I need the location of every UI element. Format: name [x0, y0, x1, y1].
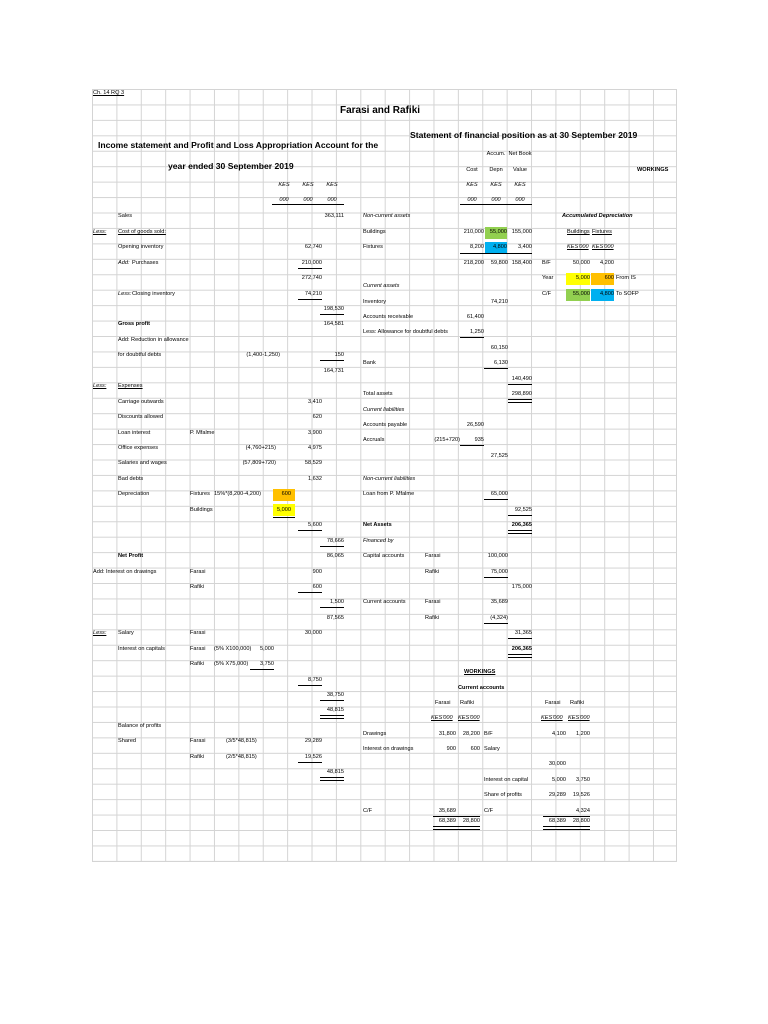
rule: [484, 368, 508, 369]
loan-label[interactable]: Loan from P. Mfalme: [363, 491, 415, 497]
interest-drawings-rafiki-value[interactable]: 600: [312, 584, 322, 590]
nca-label[interactable]: Non-current assets: [363, 213, 411, 219]
reduction-label-2[interactable]: for doubtful debts: [118, 352, 162, 358]
share-farasi-calc[interactable]: (3/5*48,815): [226, 738, 257, 744]
w-bf-label[interactable]: B/F: [542, 260, 551, 266]
cl-total-value[interactable]: 27,525: [490, 453, 508, 459]
purchases-label[interactable]: Purchases: [132, 260, 159, 266]
sofp-fixtures-label[interactable]: Fixtures: [363, 244, 383, 250]
w-fixtures-label[interactable]: Fixtures: [592, 229, 612, 235]
wb-total-rafiki[interactable]: 28,800: [462, 818, 480, 824]
financed-total-value[interactable]: 206,365: [511, 646, 532, 652]
add-interest-label[interactable]: Add:: [93, 569, 105, 575]
balance-profit-value[interactable]: 48,815: [326, 707, 344, 713]
k000-col3[interactable]: 000: [327, 197, 337, 203]
after-reduction-value[interactable]: 164,731: [323, 368, 344, 374]
wb-int-drawings-rafiki[interactable]: 600: [470, 746, 480, 752]
less-closing-label[interactable]: Less:: [118, 291, 132, 297]
salary-farasi[interactable]: Farasi: [190, 630, 206, 636]
kes-col1[interactable]: KES: [278, 182, 290, 188]
share-total-value[interactable]: 48,815: [326, 769, 344, 775]
workings-title[interactable]: WORKINGS: [637, 167, 669, 173]
wb-salary-label[interactable]: Salary: [484, 746, 500, 752]
sales-label[interactable]: Sales: [118, 213, 132, 219]
interest-drawings-farasi[interactable]: Farasi: [190, 569, 206, 575]
shared-label[interactable]: Shared: [118, 738, 137, 744]
bank-value[interactable]: 6,130: [494, 360, 508, 366]
rule: [460, 337, 484, 338]
closing-inventory-label[interactable]: Closing inventory: [132, 291, 175, 297]
wb-farasi-r[interactable]: Farasi: [545, 700, 561, 706]
rule: [508, 515, 532, 516]
rule: [460, 204, 532, 205]
rule: [508, 530, 532, 534]
rule: [508, 638, 532, 639]
net-assets-label[interactable]: Net Assets: [363, 522, 392, 528]
liabilities-total-value[interactable]: 92,525: [514, 507, 532, 513]
income-title-2[interactable]: year ended 30 September 2019: [168, 161, 294, 171]
opening-inventory-label[interactable]: Opening inventory: [118, 244, 164, 250]
loan-interest-label[interactable]: Loan interest: [118, 430, 151, 436]
wb-drawings-rafiki[interactable]: 28,200: [462, 731, 480, 737]
ap-value[interactable]: 26,590: [466, 422, 484, 428]
rule: [320, 607, 344, 608]
buildings-cost[interactable]: 210,000: [463, 229, 484, 235]
kes-col2[interactable]: KES: [302, 182, 314, 188]
expenses-total-value[interactable]: 78,666: [326, 538, 344, 544]
wb-int-capital-label[interactable]: Interest on capital: [484, 777, 529, 783]
allowance-label[interactable]: Less: Allowance for doubtful debts: [363, 329, 448, 335]
wb-bf-label[interactable]: B/F: [484, 731, 493, 737]
workings-bottom-title[interactable]: WORKINGS: [464, 669, 496, 675]
fixtures-cost[interactable]: 8,200: [470, 244, 484, 250]
w-cf-label[interactable]: C/F: [542, 291, 552, 297]
rule: [460, 445, 484, 446]
wb-total-rafiki-2[interactable]: 28,800: [572, 818, 590, 824]
reduction-value[interactable]: 150: [334, 352, 344, 358]
wb-total-farasi-2[interactable]: 68,389: [548, 818, 566, 824]
wb-rafiki-l[interactable]: Rafiki: [460, 700, 474, 706]
depreciation-label[interactable]: Depreciation: [118, 491, 150, 497]
rule: [433, 816, 480, 817]
rule: [433, 826, 480, 830]
rule: [298, 268, 322, 269]
rule: [320, 700, 344, 701]
wb-cf2-label[interactable]: C/F: [484, 808, 494, 814]
rule: [460, 253, 532, 254]
wb-kes-3[interactable]: KES'000: [541, 715, 563, 721]
rule: [543, 816, 590, 817]
interest-drawings-total[interactable]: 1,500: [330, 599, 344, 605]
discounts-label[interactable]: Discounts allowed: [118, 414, 164, 420]
wb-cf-farasi[interactable]: 35,689: [438, 808, 456, 814]
wb-bf-farasi[interactable]: 4,100: [552, 731, 566, 737]
sheet-title[interactable]: Farasi and Rafiki: [340, 105, 421, 116]
interest-capital-farasi-value[interactable]: 5,000: [260, 646, 274, 652]
interest-capital-farasi[interactable]: Farasi: [190, 646, 206, 652]
wb-farasi-l[interactable]: Farasi: [435, 700, 451, 706]
add-label[interactable]: Add:: [118, 260, 130, 266]
capital-total-value[interactable]: 175,000: [511, 584, 532, 590]
ar-net-value[interactable]: 60,150: [490, 345, 508, 351]
wb-drawings-farasi[interactable]: 31,800: [438, 731, 456, 737]
nca-net-total[interactable]: 158,400: [511, 260, 532, 266]
financed-by-label[interactable]: Financed by: [363, 538, 394, 544]
wb-kes-4[interactable]: KES'000: [568, 715, 590, 721]
rule: [320, 360, 344, 361]
nca-depn-total[interactable]: 59,800: [490, 260, 508, 266]
rule: [484, 577, 508, 578]
depn-total-value[interactable]: 5,600: [308, 522, 322, 528]
wb-salary-farasi[interactable]: 30,000: [548, 761, 566, 767]
net-profit-label[interactable]: Net Profit: [118, 553, 144, 559]
rule: [320, 715, 344, 719]
loan-lender[interactable]: P. Mfalme: [190, 430, 215, 436]
bad-debts-value[interactable]: 1,632: [308, 476, 322, 482]
sales-value[interactable]: 363,111: [324, 213, 344, 219]
interest-drawings-farasi-value[interactable]: 900: [312, 569, 322, 575]
rule: [320, 777, 344, 781]
sofp-kes-1[interactable]: KES: [466, 182, 478, 188]
cost-header[interactable]: Cost: [466, 167, 478, 173]
depn-fixtures-calc[interactable]: 15%*(8,200-4,200): [214, 491, 261, 497]
rule: [484, 499, 508, 500]
share-farasi-value[interactable]: 29,289: [304, 738, 322, 744]
interest-drawings-label[interactable]: Interest on drawings: [106, 569, 157, 575]
subtotal-value[interactable]: 272,740: [301, 275, 322, 281]
ar-value[interactable]: 61,400: [466, 314, 484, 320]
cogs-value[interactable]: 198,530: [323, 306, 344, 312]
opening-inventory-value[interactable]: 62,740: [304, 244, 322, 250]
fixtures-net[interactable]: 3,400: [518, 244, 532, 250]
office-calc[interactable]: (4,760+215): [245, 445, 276, 451]
gross-profit-value[interactable]: 164,581: [323, 321, 344, 327]
interest-capital-rafiki-calc[interactable]: (5% X75,000): [214, 661, 249, 667]
accruals-calc[interactable]: (215+720): [434, 437, 460, 443]
wb-cf-label[interactable]: C/F: [363, 808, 373, 814]
w-cf-fixtures[interactable]: 4,800: [600, 291, 614, 297]
spreadsheet-grid: [92, 89, 677, 862]
share-rafiki-label[interactable]: Rafiki: [190, 754, 204, 760]
k000-col1[interactable]: 000: [279, 197, 289, 203]
inventory-label[interactable]: Inventory: [363, 299, 387, 305]
value-header[interactable]: Value: [513, 167, 527, 173]
wb-kes-1[interactable]: KES'000: [431, 715, 453, 721]
less-salary-label[interactable]: Less:: [93, 630, 107, 636]
current-accounts-title[interactable]: Current accounts: [458, 685, 505, 691]
current-accounts-label[interactable]: Current accounts: [363, 599, 406, 605]
sofp-kes-2[interactable]: KES: [490, 182, 502, 188]
loan-interest-value[interactable]: 3,900: [308, 430, 322, 436]
wb-share-rafiki[interactable]: 19,526: [572, 792, 590, 798]
depn-header[interactable]: Depn: [489, 167, 503, 173]
k000-col2[interactable]: 000: [303, 197, 313, 203]
cl-label[interactable]: Current liabilities: [363, 407, 405, 413]
w-year-label[interactable]: Year: [542, 275, 554, 281]
loan-value[interactable]: 65,000: [490, 491, 508, 497]
interest-capital-farasi-calc[interactable]: (5% X100,000): [214, 646, 252, 652]
capital-rafiki-value[interactable]: 75,000: [490, 569, 508, 575]
w-cf-buildings[interactable]: 55,000: [572, 291, 590, 297]
header-line: [272, 204, 344, 205]
salary-value[interactable]: 30,000: [304, 630, 322, 636]
accum-depn-title[interactable]: Accumulated Depreciation: [562, 213, 633, 219]
current-rafiki-label[interactable]: Rafiki: [425, 615, 439, 621]
gross-profit-label[interactable]: Gross profit: [118, 321, 151, 327]
share-rafiki-value[interactable]: 19,526: [304, 754, 322, 760]
after-interest-value[interactable]: 87,565: [326, 615, 344, 621]
sofp-buildings-label[interactable]: Buildings: [363, 229, 386, 235]
less-label[interactable]: Less:: [93, 229, 107, 235]
wb-drawings-label[interactable]: Drawings: [363, 731, 387, 737]
bank-label[interactable]: Bank: [363, 360, 376, 366]
w-bf-buildings[interactable]: 50,000: [572, 260, 590, 266]
bad-debts-label[interactable]: Bad debts: [118, 476, 144, 482]
rule: [508, 399, 532, 403]
purchases-value[interactable]: 210,000: [301, 260, 322, 266]
wb-int-drawings-farasi[interactable]: 900: [446, 746, 456, 752]
sofp-kes-3[interactable]: KES: [514, 182, 526, 188]
capital-accounts-label[interactable]: Capital accounts: [363, 553, 405, 559]
share-rafiki-calc[interactable]: (2/5*48,815): [226, 754, 257, 760]
current-farasi-value[interactable]: 35,689: [490, 599, 508, 605]
capital-farasi-value[interactable]: 100,000: [487, 553, 508, 559]
wb-rafiki-r[interactable]: Rafiki: [570, 700, 584, 706]
carriage-label[interactable]: Carriage outwards: [118, 399, 164, 405]
expenses-label[interactable]: Expenses: [118, 383, 143, 389]
w-to-sofp[interactable]: To SOFP: [616, 291, 639, 297]
w-from-is[interactable]: From IS: [616, 275, 636, 281]
discounts-value[interactable]: 620: [312, 414, 322, 420]
current-rafiki-value[interactable]: (4,324): [490, 615, 508, 621]
current-total-value[interactable]: 31,365: [514, 630, 532, 636]
interest-capital-rafiki-value[interactable]: 3,750: [260, 661, 274, 667]
ca-label[interactable]: Current assets: [363, 283, 400, 289]
interest-capital-label[interactable]: Interest on capitals: [118, 646, 165, 652]
income-title-1[interactable]: Income statement and Profit and Loss Appropriation Account for the: [98, 140, 379, 150]
capital-farasi-label[interactable]: Farasi: [425, 553, 441, 559]
wb-kes-2[interactable]: KES'000: [458, 715, 480, 721]
rule: [320, 546, 344, 547]
buildings-net[interactable]: 155,000: [511, 229, 532, 235]
wb-int-capital-farasi[interactable]: 5,000: [552, 777, 566, 783]
sofp-000-3[interactable]: 000: [515, 197, 525, 203]
wb-cf-rafiki-right[interactable]: 4,324: [576, 808, 590, 814]
sofp-000-1[interactable]: 000: [467, 197, 477, 203]
sofp-000-2[interactable]: 000: [491, 197, 501, 203]
rule: [484, 623, 508, 624]
wb-share-farasi[interactable]: 29,289: [548, 792, 566, 798]
ar-label[interactable]: Accounts receivable: [363, 314, 414, 320]
salaries-value[interactable]: 58,529: [304, 460, 322, 466]
ap-label[interactable]: Accounts payable: [363, 422, 408, 428]
fixtures-depn[interactable]: 4,800: [493, 244, 507, 250]
office-label[interactable]: Office expenses: [118, 445, 159, 451]
rule: [320, 314, 344, 315]
rule: [298, 299, 322, 300]
rule: [508, 384, 532, 385]
accruals-label[interactable]: Accruals: [363, 437, 385, 443]
w-year-buildings[interactable]: 5,000: [576, 275, 590, 281]
less-expenses-label[interactable]: Less:: [93, 383, 107, 389]
salaries-label[interactable]: Salaries and wages: [118, 460, 167, 466]
interest-capital-rafiki[interactable]: Rafiki: [190, 661, 204, 667]
reduction-calc[interactable]: (1,400-1,250): [246, 352, 280, 358]
allowance-value[interactable]: 1,250: [470, 329, 484, 335]
interest-capital-total[interactable]: 8,750: [308, 677, 322, 683]
depn-fixtures-value[interactable]: 600: [281, 491, 291, 497]
rule: [298, 592, 322, 593]
w-buildings-label[interactable]: Buildings: [567, 229, 590, 235]
accruals-value[interactable]: 935: [474, 437, 484, 443]
appropriation-total[interactable]: 38,750: [326, 692, 344, 698]
rule: [250, 669, 274, 670]
current-farasi-label[interactable]: Farasi: [425, 599, 441, 605]
wb-int-drawings-label[interactable]: Interest on drawings: [363, 746, 414, 752]
total-assets-value[interactable]: 298,890: [511, 391, 532, 397]
chapter-label[interactable]: Ch. 14 RQ 3: [93, 90, 125, 96]
interest-drawings-rafiki[interactable]: Rafiki: [190, 584, 204, 590]
inventory-value[interactable]: 74,210: [490, 299, 508, 305]
w-year-fixtures[interactable]: 600: [604, 275, 614, 281]
wb-share-label[interactable]: Share of profits: [484, 792, 522, 798]
ca-total-value[interactable]: 140,490: [511, 376, 532, 382]
accum-header[interactable]: Accum.: [486, 151, 506, 157]
net-profit-value[interactable]: 86,065: [326, 553, 344, 559]
cogs-label[interactable]: Cost of goods sold:: [118, 229, 166, 235]
w-kes-2[interactable]: KES'000: [592, 244, 614, 250]
wb-int-capital-rafiki[interactable]: 3,750: [576, 777, 590, 783]
depn-fixtures-label[interactable]: Fixtures: [190, 491, 210, 497]
carriage-value[interactable]: 3,410: [308, 399, 322, 405]
total-assets-label[interactable]: Total assets: [363, 391, 393, 397]
w-bf-fixtures[interactable]: 4,200: [600, 260, 614, 266]
w-kes-1[interactable]: KES'000: [567, 244, 589, 250]
net-assets-value[interactable]: 206,365: [511, 522, 532, 528]
rule: [543, 826, 590, 830]
reduction-label-1[interactable]: Add: Reduction in allowance: [118, 337, 189, 343]
closing-inventory-value[interactable]: 74,210: [304, 291, 322, 297]
wb-bf-rafiki[interactable]: 1,200: [576, 731, 590, 737]
depn-buildings-value[interactable]: 5,000: [277, 507, 291, 513]
kes-col3[interactable]: KES: [326, 182, 338, 188]
capital-rafiki-label[interactable]: Rafiki: [425, 569, 439, 575]
rule: [273, 517, 295, 518]
nca-cost-total[interactable]: 218,200: [463, 260, 484, 266]
wb-total-farasi[interactable]: 68,389: [438, 818, 456, 824]
rule: [298, 530, 322, 531]
depn-buildings-label[interactable]: Buildings: [190, 507, 213, 513]
balance-profits-label[interactable]: Balance of profits: [118, 723, 162, 729]
ncl-label[interactable]: Non-current liabilities: [363, 476, 416, 482]
share-farasi-label[interactable]: Farasi: [190, 738, 206, 744]
rule: [298, 762, 322, 763]
rule: [298, 685, 322, 686]
sofp-title[interactable]: Statement of financial position as at 30 September 2019: [410, 130, 638, 140]
rule: [508, 654, 532, 658]
salary-label[interactable]: Salary: [118, 630, 134, 636]
office-value[interactable]: 4,975: [308, 445, 322, 451]
buildings-depn[interactable]: 55,000: [489, 229, 507, 235]
net-book-header[interactable]: Net Book: [508, 151, 532, 157]
salaries-calc[interactable]: (57,809+720): [242, 460, 276, 466]
